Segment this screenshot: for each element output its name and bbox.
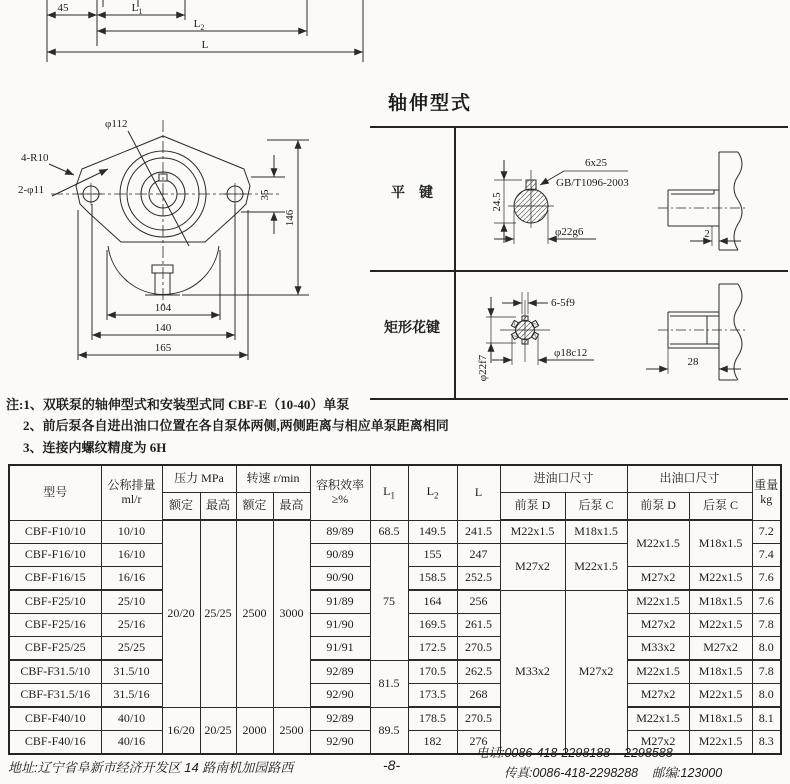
cell: M33x2 bbox=[627, 637, 689, 661]
cell-model: CBF-F25/16 bbox=[9, 614, 101, 637]
cell: M27x2 bbox=[689, 637, 752, 661]
cell: 172.5 bbox=[408, 637, 457, 661]
cell: 270.5 bbox=[457, 707, 500, 731]
dim-146-label: 146 bbox=[284, 209, 296, 227]
cell: 89.5 bbox=[370, 707, 408, 754]
cell: M22x1.5 bbox=[627, 520, 689, 567]
cell: 158.5 bbox=[408, 567, 457, 591]
dim-35-label: 35 bbox=[259, 189, 271, 201]
cell: M18x1.5 bbox=[689, 520, 752, 567]
cell: 92/90 bbox=[310, 684, 370, 708]
cell: 178.5 bbox=[408, 707, 457, 731]
cell-model: CBF-F16/15 bbox=[9, 567, 101, 591]
header-cell-rated: 额定 bbox=[162, 493, 200, 521]
cell-model: CBF-F40/16 bbox=[9, 731, 101, 755]
cell: 2000 bbox=[236, 707, 273, 754]
cell: M18x1.5 bbox=[689, 707, 752, 731]
cell: 2500 bbox=[236, 520, 273, 707]
flat-key-drawing bbox=[456, 128, 790, 270]
header-cell-pressure: 压力 MPa bbox=[162, 465, 236, 493]
header-cell-model: 型号 bbox=[9, 465, 101, 520]
footer-address: 地址:辽宁省阜新市经济开发区 14 路南机加园路西 bbox=[8, 760, 294, 775]
cell: 89/89 bbox=[310, 520, 370, 544]
dim-104-label: 104 bbox=[154, 302, 172, 314]
cell: 25/10 bbox=[101, 590, 162, 614]
dim-24-5-label: 24.5 bbox=[491, 192, 503, 212]
cell: 31.5/16 bbox=[101, 684, 162, 708]
footer-phone: 电话:0086-418-2298188 2298588 bbox=[476, 746, 673, 760]
dim-phi18c12-label: φ18c12 bbox=[554, 347, 588, 359]
table-row bbox=[9, 707, 781, 731]
cell: M27x2 bbox=[565, 590, 627, 754]
dim-l1-label: $L_1$ bbox=[131, 2, 143, 16]
cell: M22x1.5 bbox=[689, 614, 752, 637]
cell: 247 bbox=[457, 544, 500, 567]
cell-model: CBF-F31.5/10 bbox=[9, 660, 101, 684]
cell: 81.5 bbox=[370, 660, 408, 707]
dim-phi112-label: φ112 bbox=[105, 118, 128, 130]
cell: 25/25 bbox=[200, 520, 236, 707]
dim-28-label: 28 bbox=[687, 356, 699, 368]
cell: 262.5 bbox=[457, 660, 500, 684]
shaft-type-title: 轴伸型式 bbox=[388, 93, 473, 114]
cell: M27x2 bbox=[627, 684, 689, 708]
key-spec-label: 6x25 bbox=[585, 157, 607, 169]
header-cell-weight: 重量 kg bbox=[752, 465, 781, 520]
cell: 252.5 bbox=[457, 567, 500, 591]
cell: M18x1.5 bbox=[689, 660, 752, 684]
spec-table bbox=[8, 464, 782, 755]
cell: 90/90 bbox=[310, 567, 370, 591]
cell: 7.8 bbox=[752, 660, 781, 684]
cell-model: CBF-F25/10 bbox=[9, 590, 101, 614]
cell: 16/20 bbox=[162, 707, 200, 754]
cell-model: CBF-F25/25 bbox=[9, 637, 101, 661]
header-cell-speed: 转速 r/min bbox=[236, 465, 310, 493]
cell: 256 bbox=[457, 590, 500, 614]
cell: 40/16 bbox=[101, 731, 162, 755]
key-standard-label: GB/T1096-2003 bbox=[556, 177, 629, 189]
cell: 40/10 bbox=[101, 707, 162, 731]
cell: 75 bbox=[370, 544, 408, 661]
cell: M27x2 bbox=[627, 614, 689, 637]
cell: 31.5/10 bbox=[101, 660, 162, 684]
note-line-3: 3、连接内螺纹精度为 6H bbox=[23, 439, 167, 455]
cell: M27x2 bbox=[627, 567, 689, 591]
cell: 3000 bbox=[273, 520, 310, 707]
flange-front-view-drawing bbox=[15, 98, 325, 390]
cell: 16/16 bbox=[101, 567, 162, 591]
dim-165-label: 165 bbox=[154, 342, 172, 354]
spline-spec-label: 6-5f9 bbox=[551, 297, 575, 309]
cell: 7.8 bbox=[752, 614, 781, 637]
header-cell-front-pump: 前泵 D bbox=[627, 493, 689, 521]
shaft-type-panel bbox=[370, 88, 790, 404]
cell: M22x1.5 bbox=[689, 731, 752, 755]
dim-2phi11-label: 2-φ11 bbox=[18, 184, 45, 196]
page-number: -8- bbox=[383, 757, 401, 773]
cell: 261.5 bbox=[457, 614, 500, 637]
cell: M18x1.5 bbox=[565, 520, 627, 544]
header-cell-efficiency: 容积效率 ≥% bbox=[310, 465, 370, 520]
spline-drawing bbox=[456, 272, 790, 398]
cell: 8.1 bbox=[752, 707, 781, 731]
cell: M22x1.5 bbox=[627, 707, 689, 731]
header-cell-inlet: 进油口尺寸 bbox=[500, 465, 627, 493]
cell: 7.4 bbox=[752, 544, 781, 567]
cell: 92/90 bbox=[310, 731, 370, 755]
cell: 90/89 bbox=[310, 544, 370, 567]
header-cell-l: L bbox=[457, 465, 500, 520]
footer-fax: 传真:0086-418-2298288 邮编:123000 bbox=[504, 766, 723, 780]
cell: 155 bbox=[408, 544, 457, 567]
cell: 7.6 bbox=[752, 567, 781, 591]
cell: M27x2 bbox=[500, 544, 565, 591]
header-cell-rear-pump: 后泵 C bbox=[689, 493, 752, 521]
spline-row-label: 矩形花键 bbox=[384, 321, 440, 336]
dim-l2-label: $L_2$ bbox=[193, 18, 205, 32]
header-cell-outlet: 出油口尺寸 bbox=[627, 465, 752, 493]
dim-l-label: L bbox=[201, 39, 209, 51]
cell: 10/10 bbox=[101, 520, 162, 544]
cell: M22x1.5 bbox=[689, 567, 752, 591]
cell: 20/20 bbox=[162, 520, 200, 707]
header-cell-l2: $L_2$ bbox=[408, 465, 457, 520]
dim-phi22f7-label: φ22f7 bbox=[477, 354, 489, 382]
cell: 8.0 bbox=[752, 684, 781, 708]
cell: 270.5 bbox=[457, 637, 500, 661]
cell-model: CBF-F40/10 bbox=[9, 707, 101, 731]
cell: 173.5 bbox=[408, 684, 457, 708]
table-row bbox=[9, 520, 781, 544]
cell: M22x1.5 bbox=[689, 684, 752, 708]
header-cell-front-pump: 前泵 D bbox=[500, 493, 565, 521]
cell: 149.5 bbox=[408, 520, 457, 544]
cell: 164 bbox=[408, 590, 457, 614]
cell: M22x1.5 bbox=[565, 544, 627, 591]
dim-phi22g6-label: φ22g6 bbox=[555, 226, 584, 238]
cell: 25/16 bbox=[101, 614, 162, 637]
cell: 92/89 bbox=[310, 707, 370, 731]
cell-model: CBF-F10/10 bbox=[9, 520, 101, 544]
cell: 241.5 bbox=[457, 520, 500, 544]
cell: 8.3 bbox=[752, 731, 781, 755]
notes bbox=[6, 394, 449, 458]
cell: 20/25 bbox=[200, 707, 236, 754]
cell: 170.5 bbox=[408, 660, 457, 684]
cell: M27x2 bbox=[627, 731, 689, 755]
dim-2-label: 2 bbox=[704, 228, 710, 240]
cell: 91/91 bbox=[310, 637, 370, 661]
cell: 8.0 bbox=[752, 637, 781, 661]
header-cell-l1: $L_1$ bbox=[370, 465, 408, 520]
cell: 25/25 bbox=[101, 637, 162, 661]
cell: 268 bbox=[457, 684, 500, 708]
cell: 16/10 bbox=[101, 544, 162, 567]
cell: 182 bbox=[408, 731, 457, 755]
header-cell-max: 最高 bbox=[200, 493, 236, 521]
cell-model: CBF-F31.5/16 bbox=[9, 684, 101, 708]
dim-4r10-label: 4-R10 bbox=[21, 152, 49, 164]
cell: M22x1.5 bbox=[627, 660, 689, 684]
top-dimension-drawing bbox=[0, 0, 420, 64]
cell: 91/89 bbox=[310, 590, 370, 614]
header-cell-rated: 额定 bbox=[236, 493, 273, 521]
header-cell-displacement: 公称排量 ml/r bbox=[101, 465, 162, 520]
header-cell-max: 最高 bbox=[273, 493, 310, 521]
cell: 7.6 bbox=[752, 590, 781, 614]
note-line-2: 2、前后泵各自进出油口位置在各自泵体两侧,两侧距离与相应单泵距离相同 bbox=[23, 418, 449, 434]
table-row bbox=[9, 660, 781, 684]
cell: M33x2 bbox=[500, 590, 565, 754]
cell-model: CBF-F16/10 bbox=[9, 544, 101, 567]
note-line-1: 注:1、双联泵的轴伸型式和安装型式同 CBF-E（10-40）单泵 bbox=[6, 397, 350, 412]
dim-140-label: 140 bbox=[154, 322, 172, 334]
cell: M22x1.5 bbox=[627, 590, 689, 614]
cell: 91/90 bbox=[310, 614, 370, 637]
cell: 68.5 bbox=[370, 520, 408, 544]
cell: 92/89 bbox=[310, 660, 370, 684]
cell: M22x1.5 bbox=[500, 520, 565, 544]
cell: 2500 bbox=[273, 707, 310, 754]
dim-45-label: 45 bbox=[57, 2, 69, 14]
cell: M18x1.5 bbox=[689, 590, 752, 614]
flat-key-row-label: 平 键 bbox=[391, 186, 433, 201]
header-cell-rear-pump: 后泵 C bbox=[565, 493, 627, 521]
cell: 276 bbox=[457, 731, 500, 755]
cell: 7.2 bbox=[752, 520, 781, 544]
cell: 169.5 bbox=[408, 614, 457, 637]
